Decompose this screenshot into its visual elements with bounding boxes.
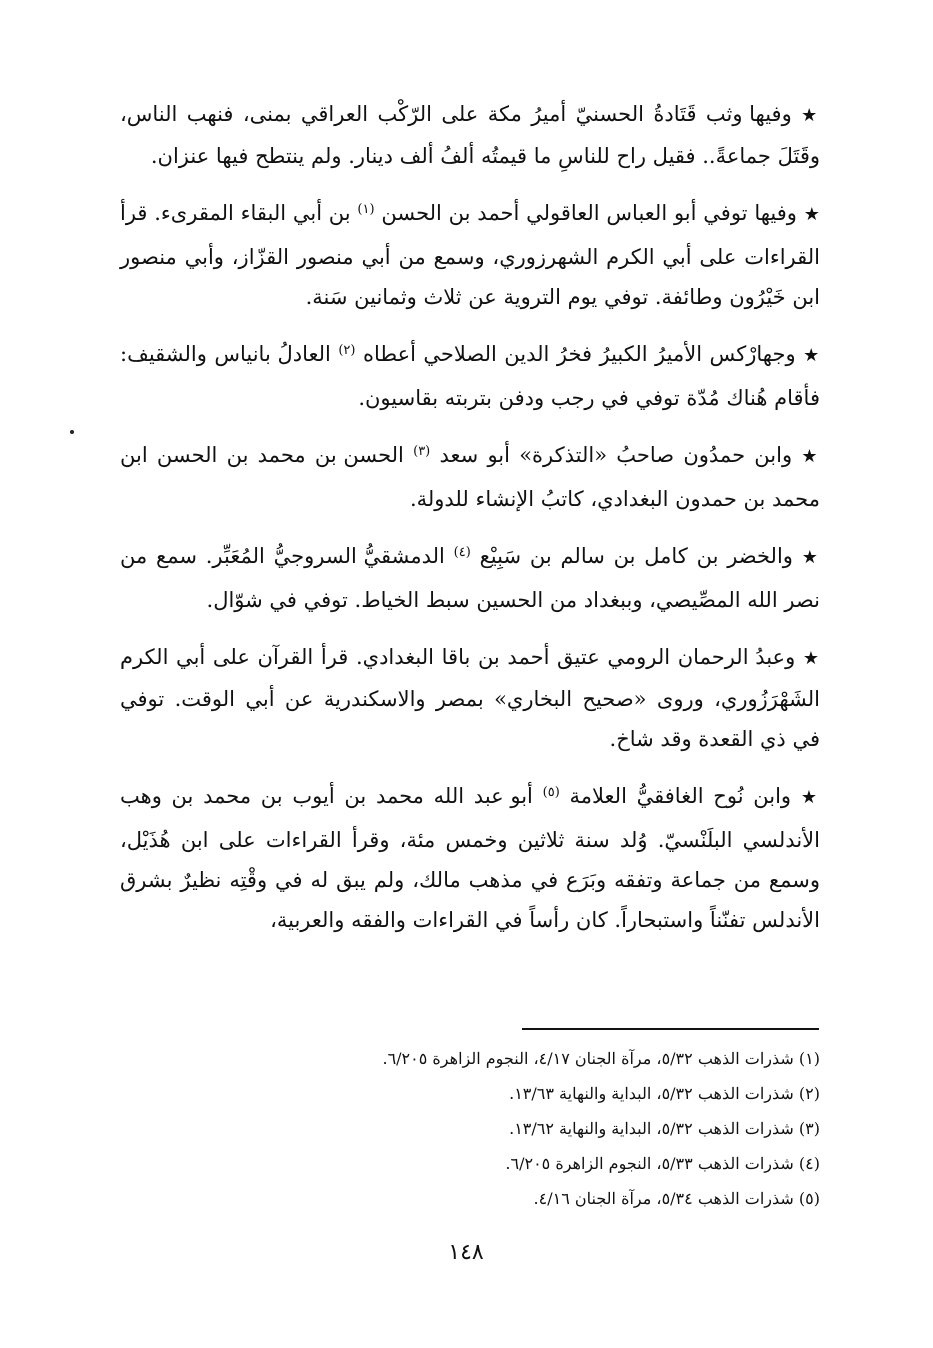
footnote-ref: (١) [357,202,375,217]
star-icon: ★ [803,204,820,225]
entry-7 [120,776,820,940]
entry-text-before: وفيها توفي أبو العباس العاقولي أحمد بن الحسن [381,201,797,225]
star-icon: ★ [800,787,820,808]
entry-text-after: الدمشقيُّ السروجيُّ المُعَبِّر. سمع من نصر الله المصِّيصي، وببغداد من الحسين سبط الخياط. توفي في شوّال. [120,544,820,612]
entry-text-before: وجهارْكس الأميرُ الكبيرُ فخرُ الدين الصلاحي أعطاه [362,342,796,366]
footnote-1 [260,1041,820,1076]
footnote-3 [260,1111,820,1146]
entry-text-after: العادلُ بانياس والشقيف: فأقام هُناك مُدّة توفي في رجب ودفن بتربته بقاسيون. [120,342,820,410]
star-icon: ★ [801,446,821,467]
footnote-text: شذرات الذهب ٥/٣٢، مرآة الجنان ٤/١٧، النجوم الزاهرة ٦/٢٠٥. [382,1049,794,1068]
entry-text: وفيها وثب قَتَادةُ الحسنيّ أميرُ مكة على الرّكْب العراقي بمنى، فنهب الناس، وقَتَلَ جماعةً.. فقيل راح للناسِ ما قيمتُه ألفُ ألف دينار. ولم ينتطح فيها عنزان. [120,102,820,168]
star-icon: ★ [801,547,820,568]
footnote-number: (٢) [798,1084,820,1103]
footnote-ref: (٢) [338,343,356,358]
entry-text-after: بن أبي البقاء المقرىء. قرأ القراءات على أبي الكرم الشهرزوري، وسمع من أبي منصور القزّاز، وأبي منصور ابن خَيْرُون وطائفة. توفي يوم التروية عن ثلاث وثمانين سَنة. [120,201,820,309]
footnote-4 [260,1146,820,1181]
star-icon: ★ [803,345,820,366]
entry-2 [120,193,820,317]
footnote-text: شذرات الذهب ٥/٣٣، النجوم الزاهرة ٦/٢٠٥. [505,1154,794,1173]
footnote-ref: (٤) [453,545,471,560]
entry-6 [120,637,820,759]
footnote-ref: (٥) [542,785,560,800]
footnote-2 [260,1076,820,1111]
footnote-text: شذرات الذهب ٥/٣٤، مرآة الجنان ٤/١٦. [533,1189,794,1208]
footnote-number: (١) [798,1049,820,1068]
entry-text-before: وابن نُوح الغافقيُّ العلامة [569,784,792,808]
footnotes [260,1041,820,1216]
entry-4 [120,435,820,519]
main-text [120,94,820,957]
page-number: ١٤٨ [448,1240,484,1265]
star-icon: ★ [802,648,820,669]
footnote-divider [522,1028,819,1030]
entry-text-after: الحسن بن محمد بن الحسن ابن محمد بن حمدون البغدادي، كاتبُ الإنشاء للدولة. [120,443,820,511]
footnote-number: (٤) [798,1154,820,1173]
footnote-number: (٣) [798,1119,820,1138]
footnote-text: شذرات الذهب ٥/٣٢، البداية والنهاية ١٣/٦٣. [509,1084,794,1103]
stray-dot [70,430,74,434]
footnote-text: شذرات الذهب ٥/٣٢، البداية والنهاية ١٣/٦٢. [509,1119,794,1138]
footnote-number: (٥) [798,1189,820,1208]
star-icon: ★ [801,105,820,126]
entry-3 [120,334,820,418]
entry-text: وعبدُ الرحمان الرومي عتيق أحمد بن باقا البغدادي. قرأ القرآن على أبي الكرم الشَهْرَزُوري، وروى «صحيح البخاري» بمصر والاسكندرية عن أبي الوقت. توفي في ذي القعدة وقد شاخ. [120,645,820,751]
entry-1 [120,94,820,176]
entry-text-before: والخضر بن كامل بن سالم بن سَبِيْع [479,544,793,568]
entry-text-after: أبو عبد الله محمد بن أيوب بن محمد بن وهب الأندلسي البلَنْسيّ. وُلد سنة ثلاثين وخمس مئة، وقرأ القراءات على ابن هُذَيْل، وسمع من جماعة وتفقه وبَرَع في مذهب مالك، ولم يبق له في وقْتِه نظيرٌ بشرق الأندلس تفنّناً واستبحاراً. كان رأساً في القراءات والفقه والعربية، [120,784,820,932]
footnote-5 [260,1181,820,1216]
entry-5 [120,536,820,620]
entry-text-before: وابن حمدُون صاحبُ «التذكرة» أبو سعد [439,443,793,467]
footnote-ref: (٣) [413,444,431,459]
